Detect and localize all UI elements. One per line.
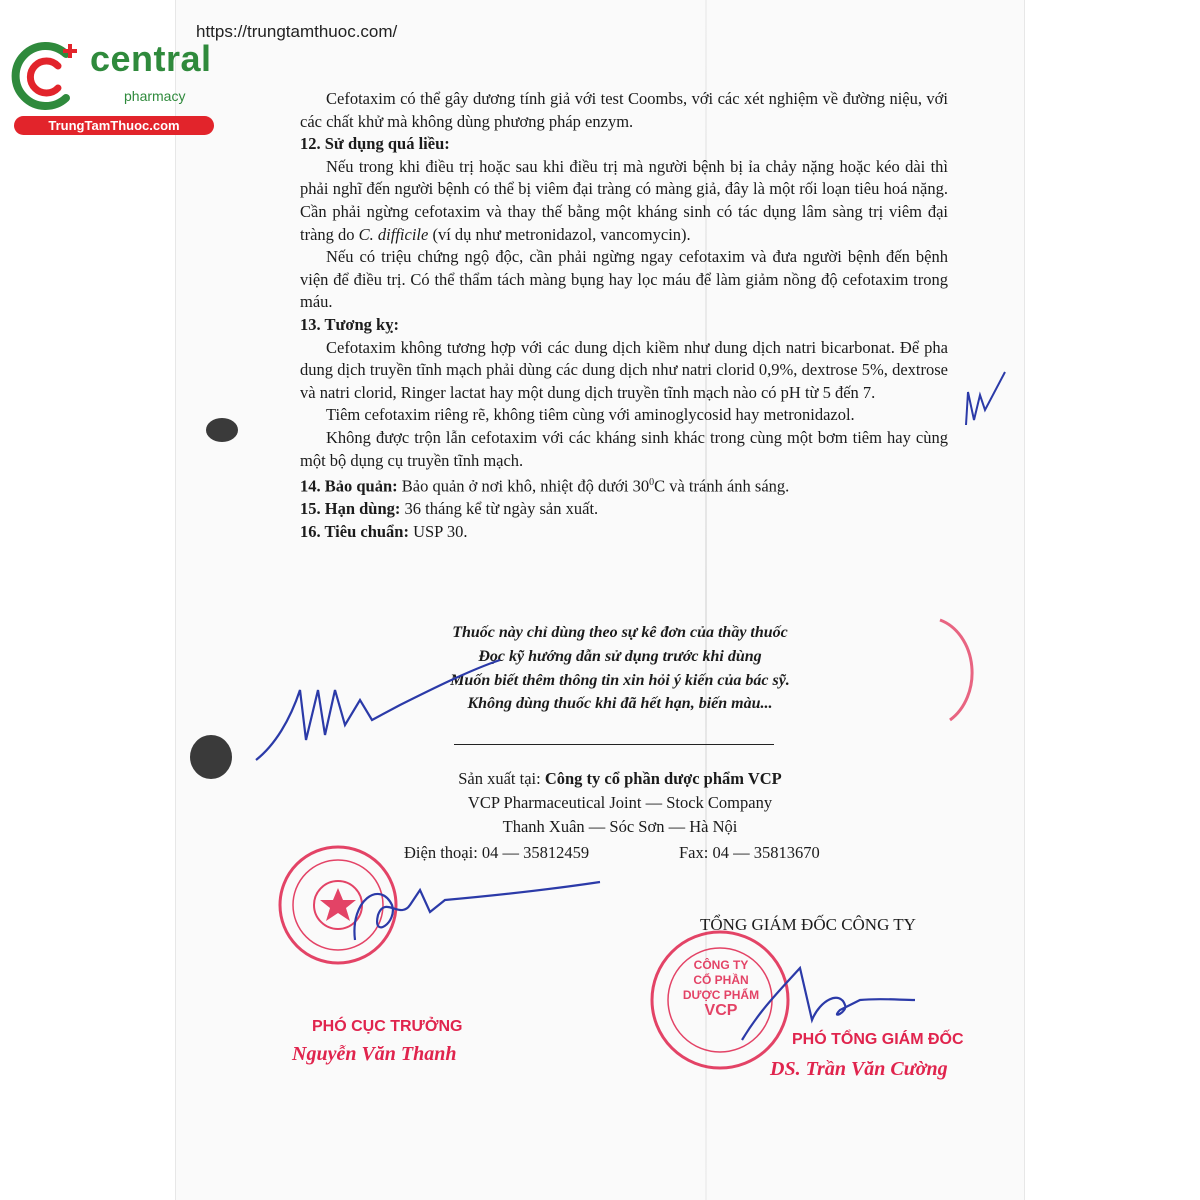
phone-number: Điện thoại: 04 — 35812459 xyxy=(404,843,590,862)
company-address: Thanh Xuân — Sóc Sơn — Hà Nội xyxy=(502,817,738,836)
right-signer-name: DS. Trần Văn Cường xyxy=(770,1058,948,1080)
section-12-paragraph-1: Nếu trong khi điều trị hoặc sau khi điều trị mà người bệnh bị ỉa chảy nặng hoặc kéo dài thì phải nghĩ đến người bệnh có thể bị viêm đại tràng có màng giả, đây là một rối loạn tiêu hoá nặng. Cần phải ngừng cefotaxim và thay thế bằng một kháng sinh có tác dụng lâm sàng trị viêm đại tràng do C. difficile (ví dụ như metronidazol, vancomycin). xyxy=(300,156,948,244)
section-13-heading: 13. Tương kỵ: xyxy=(300,314,399,334)
left-signer-name: Nguyễn Văn Thanh xyxy=(292,1043,457,1065)
section-15-shelf-life: 15. Hạn dùng: 36 tháng kể từ ngày sản xuất. xyxy=(300,499,599,519)
logo-name: central xyxy=(90,38,212,79)
section-12-paragraph-2: Nếu có triệu chứng ngộ độc, cần phải ngừng ngay cefotaxim và đưa người bệnh đến bệnh viện để điều trị. Có thể thẩm tách màng bụng hay lọc máu để làm giảm nồng độ cefotaxim trong máu. xyxy=(300,247,948,312)
left-signer-title: PHÓ CỤC TRƯỞNG xyxy=(312,1018,463,1035)
logo-domain-bar: TrungTamThuoc.com xyxy=(14,116,214,135)
section-12-heading: 12. Sử dụng quá liều: xyxy=(300,134,450,154)
section-13-paragraph-2: Tiêm cefotaxim riêng rẽ, không tiêm cùng với aminoglycosid hay metronidazol. xyxy=(326,405,855,425)
logo-subtitle: pharmacy xyxy=(124,88,186,104)
note-line: Đọc kỹ hướng dẫn sử dụng trước khi dùng xyxy=(478,647,762,665)
state-round-stamp xyxy=(280,847,396,963)
paragraph-coombs: Cefotaxim có thể gây dương tính giả với test Coombs, với các xét nghiệm về đường niệu, với các chất khử mà không dùng phương pháp enzym. xyxy=(300,89,948,131)
section-16-standard: 16. Tiêu chuẩn: USP 30. xyxy=(300,521,468,541)
margin-initials xyxy=(966,372,1005,425)
section-13-paragraph-3: Không được trộn lẫn cefotaxim với các kháng sinh khác trong cùng một bơm tiêm hay cùng một bộ dụng cụ truyền tĩnh mạch. xyxy=(300,427,948,470)
source-url[interactable]: https://trungtamthuoc.com/ xyxy=(196,22,398,41)
note-line: Thuốc này chỉ dùng theo sự kê đơn của thầy thuốc xyxy=(452,624,788,641)
general-director-title: TỔNG GIÁM ĐỐC CÔNG TY xyxy=(700,915,916,934)
section-14-storage: 14. Bảo quản: Bảo quản ở nơi khô, nhiệt độ dưới $30^0C$ và tránh ánh sáng. xyxy=(300,476,790,496)
stamp-text: CÔNG TY CỔ PHẦN DƯỢC PHẨM VCP xyxy=(682,958,760,1019)
right-signer-title: PHÓ TỔNG GIÁM ĐỐC xyxy=(792,1031,964,1048)
note-line: Không dùng thuốc khi đã hết hạn, biến màu... xyxy=(467,695,773,713)
approval-signature xyxy=(256,660,500,760)
english-company-name: VCP Pharmaceutical Joint — Stock Company xyxy=(467,793,773,812)
section-13-paragraph-1: Cefotaxim không tương hợp với các dung dịch kiềm như dung dịch natri bicarbonat. Để pha dung dịch truyền tĩnh mạch phải dùng các dung dịch như natri clorid 0,9%, dextrose 5%, dextrose và natri clorid, Ringer lactat hay một dung dịch truyền tĩnh mạch nào có pH từ 5 đến 7. xyxy=(300,337,948,402)
fax-number: Fax: 04 — 35813670 xyxy=(679,843,820,862)
made-at-line: Sản xuất tại: Công ty cổ phần dược phẩm VCP xyxy=(458,769,782,788)
note-line: Muốn biết thêm thông tin xin hỏi ý kiến của bác sỹ. xyxy=(450,671,790,689)
partial-edge-stamp xyxy=(940,620,972,720)
